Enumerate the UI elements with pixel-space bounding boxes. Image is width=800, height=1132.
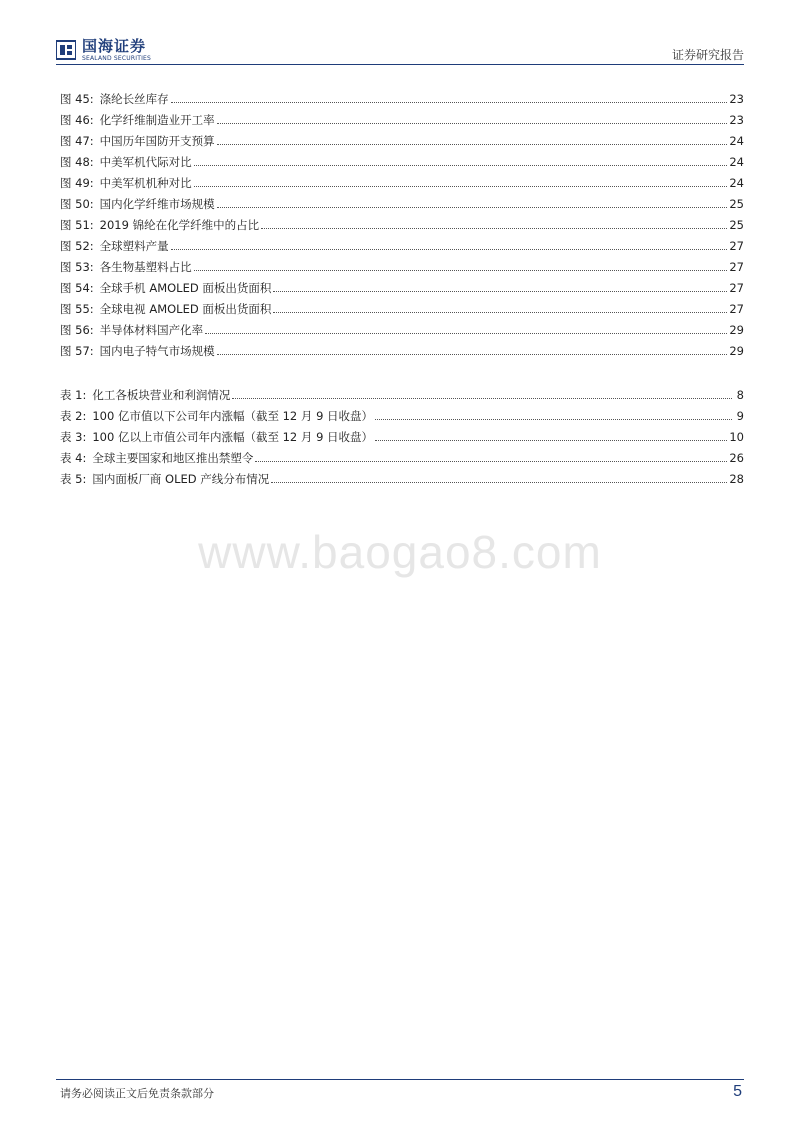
- toc-entry-label: 图 48:: [60, 155, 94, 169]
- toc-leader-dots: [232, 398, 732, 399]
- logo-mark-icon: [56, 39, 76, 61]
- toc-entry-label: 表 3:: [60, 430, 87, 444]
- toc-entry-label: 图 56:: [60, 323, 94, 337]
- toc-entry-page: 9: [736, 409, 744, 423]
- toc-entry-figure[interactable]: [60, 321, 744, 339]
- toc-entry-figure[interactable]: [60, 111, 744, 129]
- toc-entry-title: 全球手机 AMOLED 面板出货面积: [99, 281, 272, 295]
- toc-entry-table[interactable]: [60, 449, 744, 467]
- toc-entry-figure[interactable]: [60, 279, 744, 297]
- toc-leader-dots: [171, 102, 728, 103]
- toc-entry-label: 图 45:: [60, 92, 94, 106]
- toc-entry-title: 100 亿市值以下公司年内涨幅（截至 12 月 9 日收盘）: [92, 409, 374, 423]
- toc-entry-figure[interactable]: [60, 174, 744, 192]
- toc-entry-label: 图 51:: [60, 218, 94, 232]
- toc-entry-title: 全球主要国家和地区推出禁塑令: [92, 451, 254, 465]
- toc-leader-dots: [271, 482, 727, 483]
- page-header: [56, 36, 744, 66]
- toc-entry-page: 24: [729, 176, 744, 190]
- toc-entry-title: 各生物基塑料占比: [99, 260, 192, 274]
- page-number: 5: [733, 1083, 742, 1100]
- toc-entry-title: 国内电子特气市场规模: [99, 344, 215, 358]
- toc-entry-page: 23: [729, 92, 744, 106]
- toc-entry-table[interactable]: [60, 470, 744, 488]
- toc-entry-title: 国内化学纤维市场规模: [99, 197, 215, 211]
- footer-disclaimer: 请务必阅读正文后免责条款部分: [60, 1087, 214, 1100]
- toc-entry-page: 27: [729, 239, 744, 253]
- toc-leader-dots: [261, 228, 727, 229]
- toc-entry-page: 25: [729, 197, 744, 211]
- toc-leader-dots: [217, 207, 728, 208]
- toc-leader-dots: [375, 440, 727, 441]
- toc-leader-dots: [217, 354, 728, 355]
- toc-leader-dots: [273, 291, 727, 292]
- toc-leader-dots: [194, 186, 728, 187]
- toc-entry-label: 图 57:: [60, 344, 94, 358]
- header-divider: [56, 64, 744, 65]
- toc-entry-page: 29: [729, 323, 744, 337]
- toc-entry-figure[interactable]: [60, 195, 744, 213]
- toc-entry-page: 8: [736, 388, 744, 402]
- toc-leader-dots: [217, 144, 728, 145]
- toc-leader-dots: [194, 270, 728, 271]
- toc-entry-page: 24: [729, 155, 744, 169]
- footer-divider: [56, 1079, 744, 1080]
- toc-entry-figure[interactable]: [60, 300, 744, 318]
- toc-entry-label: 图 49:: [60, 176, 94, 190]
- toc-entry-page: 10: [729, 430, 744, 444]
- toc-entry-figure[interactable]: [60, 237, 744, 255]
- toc-entry-title: 中美军机机种对比: [99, 176, 192, 190]
- toc-entry-page: 27: [729, 281, 744, 295]
- toc-entry-figure[interactable]: [60, 132, 744, 150]
- toc-leader-dots: [217, 123, 728, 124]
- toc-entry-label: 图 50:: [60, 197, 94, 211]
- toc-leader-dots: [194, 165, 728, 166]
- toc-entry-label: 图 46:: [60, 113, 94, 127]
- toc-entry-label: 表 4:: [60, 451, 87, 465]
- toc-entry-title: 半导体材料国产化率: [99, 323, 204, 337]
- toc-entry-page: 27: [729, 302, 744, 316]
- toc-entry-title: 全球塑料产量: [99, 239, 169, 253]
- company-logo: [56, 36, 151, 64]
- toc-entry-title: 全球电视 AMOLED 面板出货面积: [99, 302, 272, 316]
- toc-entry-title: 2019 锦纶在化学纤维中的占比: [99, 218, 260, 232]
- report-type-label: 证券研究报告: [671, 48, 744, 62]
- toc-entry-title: 100 亿以上市值公司年内涨幅（截至 12 月 9 日收盘）: [92, 430, 374, 444]
- toc-entry-label: 图 53:: [60, 260, 94, 274]
- toc-leader-dots: [171, 249, 728, 250]
- logo-english-name: SEALAND SECURITIES: [82, 54, 152, 62]
- toc-entry-page: 23: [729, 113, 744, 127]
- toc-entry-title: 化学纤维制造业开工率: [99, 113, 215, 127]
- toc-entry-title: 国内面板厂商 OLED 产线分布情况: [92, 472, 270, 486]
- toc-entry-title: 中国历年国防开支预算: [99, 134, 215, 148]
- toc-entry-page: 27: [729, 260, 744, 274]
- toc-entry-title: 涤纶长丝库存: [99, 92, 169, 106]
- toc-entry-label: 图 55:: [60, 302, 94, 316]
- toc-entry-label: 表 1:: [60, 388, 87, 402]
- toc-entry-label: 图 54:: [60, 281, 94, 295]
- toc-entry-title: 化工各板块营业和利润情况: [92, 388, 231, 402]
- toc-entry-table[interactable]: [60, 428, 744, 446]
- toc-entry-table[interactable]: [60, 386, 744, 404]
- toc-leader-dots: [375, 419, 732, 420]
- toc-entry-figure[interactable]: [60, 216, 744, 234]
- toc-leader-dots: [205, 333, 727, 334]
- toc-leader-dots: [255, 461, 727, 462]
- toc-entry-page: 28: [729, 472, 744, 486]
- logo-chinese-name: 国海证券: [82, 36, 147, 55]
- toc-leader-dots: [273, 312, 727, 313]
- toc-entry-figure[interactable]: [60, 90, 744, 108]
- toc-entry-label: 表 2:: [60, 409, 87, 423]
- toc-entry-figure[interactable]: [60, 258, 744, 276]
- toc-entry-label: 表 5:: [60, 472, 87, 486]
- toc-entry-page: 26: [729, 451, 744, 465]
- toc-entry-label: 图 52:: [60, 239, 94, 253]
- watermark: www.baogao8.com: [198, 526, 602, 578]
- toc-entry-figure[interactable]: [60, 342, 744, 360]
- toc-entry-page: 29: [729, 344, 744, 358]
- toc-entry-label: 图 47:: [60, 134, 94, 148]
- toc-entry-table[interactable]: [60, 407, 744, 425]
- toc-entry-page: 25: [729, 218, 744, 232]
- toc-entry-page: 24: [729, 134, 744, 148]
- toc-entry-figure[interactable]: [60, 153, 744, 171]
- toc-entry-title: 中美军机代际对比: [99, 155, 192, 169]
